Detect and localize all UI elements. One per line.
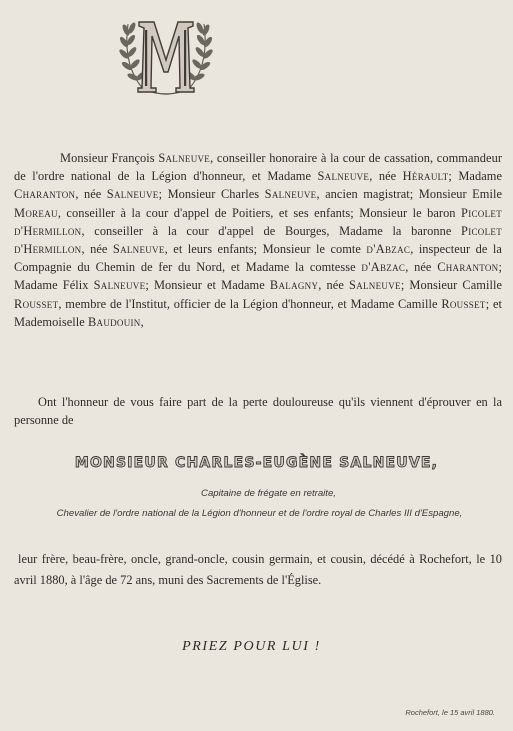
announcement-text: Ont l'honneur de vous faire part de la perte douloureuse qu'ils viennent d'éprouver en la personne de bbox=[14, 395, 502, 428]
family-text-segment: , née bbox=[405, 260, 438, 275]
family-text-segment: , conseiller à la cour d'appel de Poitiers, et ses enfants; Monsieur le baron bbox=[57, 205, 462, 220]
surname: Salneuve bbox=[112, 242, 165, 257]
place-date-line: Rochefort, le 15 avril 1880. bbox=[405, 708, 495, 717]
family-text-segment: , née bbox=[75, 187, 107, 202]
family-text-segment: ; Madame bbox=[448, 169, 502, 184]
rank-line-2: Chevalier de l'ordre national de la Légion d'honneur et de l'ordre royal de Charles III d'Espagne, bbox=[56, 508, 463, 519]
surname: Salneuve bbox=[93, 278, 146, 293]
surname: Picolet d'Hermillon bbox=[14, 205, 502, 238]
prayer-line: PRIEZ POUR LUI ! bbox=[182, 639, 321, 654]
family-text-segment: , bbox=[140, 314, 144, 329]
family-text-segment: , née bbox=[369, 169, 403, 184]
surname: Picolet d'Hermillon bbox=[14, 223, 502, 257]
family-text-segment: , conseiller à la cour d'appel de Bourges, Madame la baronne bbox=[81, 223, 462, 238]
family-text-segment: , et leurs enfants; Monsieur le comte bbox=[164, 242, 367, 257]
surname: Balagny bbox=[269, 278, 319, 293]
family-members-paragraph bbox=[14, 149, 502, 331]
surname: Salneuve bbox=[349, 278, 401, 293]
family-text-segment: , ancien magistrat; Monsieur Emile bbox=[316, 187, 503, 202]
family-members-text bbox=[14, 149, 502, 331]
family-text-segment: ; Monsieur Charles bbox=[158, 187, 265, 202]
family-text-segment: ; Monsieur et Madame bbox=[145, 278, 270, 293]
surname: Salneuve bbox=[264, 187, 317, 202]
surname: Hérault bbox=[402, 169, 449, 184]
deceased-name: MONSIEUR CHARLES-EUGÈNE SALNEUVE, bbox=[74, 455, 439, 471]
family-text-segment: , conseiller honoraire à la cour de cassation, commandeur de l'ordre national de la Légion d'honneur, et Madame bbox=[14, 151, 502, 184]
surname: d'Abzac bbox=[366, 242, 411, 257]
family-text-segment: , membre de l'Institut, officier de la Légion d'honneur, et Madame Camille bbox=[58, 296, 442, 311]
surname: Charanton bbox=[14, 187, 76, 202]
surname: Moreau bbox=[14, 205, 58, 220]
surname: Rousset bbox=[14, 296, 59, 311]
family-text-segment: , née bbox=[81, 242, 113, 257]
surname: Salneuve bbox=[106, 187, 159, 202]
family-text-segment: , née bbox=[318, 278, 350, 293]
family-text-segment: ; Monsieur Camille bbox=[400, 278, 502, 293]
surname: d'Abzac bbox=[361, 260, 406, 275]
family-text-segment: ; Madame Félix bbox=[14, 260, 502, 293]
surname: Baudouin bbox=[87, 314, 141, 329]
relation-text: leur frère, beau-frère, oncle, grand-oncle, cousin germain, et cousin, décédé à Rochefort, le 10 avril 1880, à l'âge de 72 ans, muni des Sacrements de l'Église. bbox=[14, 552, 502, 587]
surname: Salneuve bbox=[317, 169, 370, 184]
surname: Rousset bbox=[441, 296, 486, 311]
rank-line-1: Capitaine de frégate en retraite, bbox=[201, 488, 336, 499]
laurel-wreath-monogram-icon bbox=[116, 14, 216, 98]
family-text-segment: , inspecteur de la Compagnie du Chemin de fer du Nord, et Madame la comtesse bbox=[14, 242, 502, 275]
surname: Salneuve bbox=[158, 151, 211, 165]
family-text-segment: ; et Mademoiselle bbox=[14, 296, 503, 329]
surname: Charanton bbox=[437, 260, 499, 275]
family-text-segment: Monsieur François bbox=[60, 151, 159, 165]
